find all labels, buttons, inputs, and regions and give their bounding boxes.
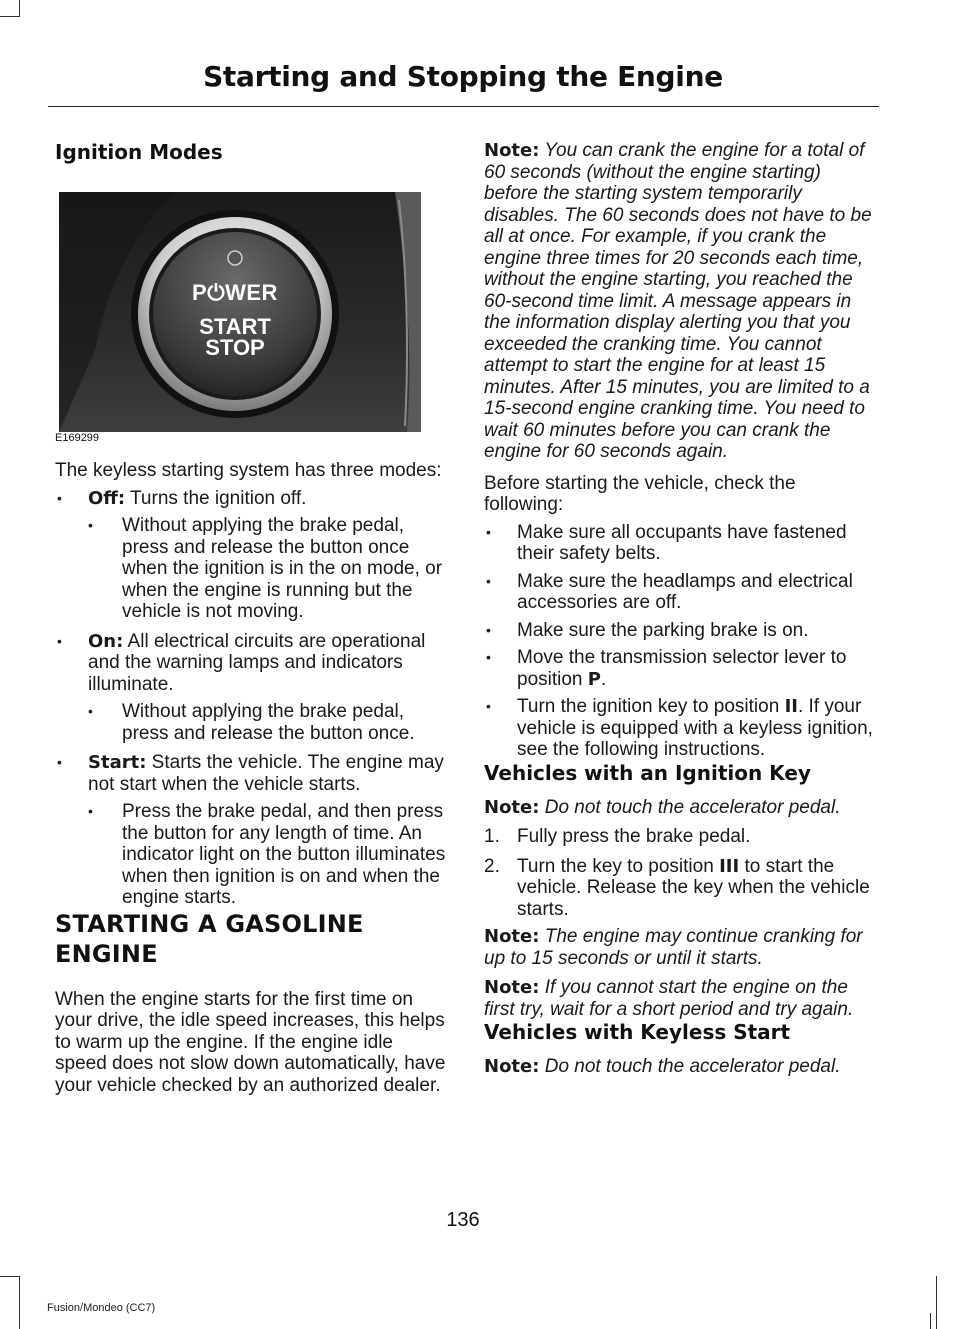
note-label: Note: [484, 926, 540, 947]
crop-mark [0, 1276, 20, 1277]
note-label: Note: [484, 1056, 540, 1077]
note-label: Note: [484, 140, 540, 161]
step-text: to start the vehicle. Release the key when the vehicle starts. [517, 855, 870, 920]
list-item [55, 752, 447, 795]
mode-text: All electrical circuits are operational and the warning lamps and indicators illuminate. [88, 630, 426, 695]
item-text: Move the transmission selector lever to position [517, 647, 847, 690]
title-divider [48, 106, 879, 107]
list-item [55, 488, 447, 510]
mode-label: Off: [88, 487, 126, 509]
note-label: Note: [484, 796, 540, 818]
crop-mark [19, 0, 20, 16]
figure-code: E169299 [55, 432, 100, 444]
list-item [55, 701, 447, 744]
check-intro: Before starting the vehicle, check the following: [484, 472, 796, 515]
item-text: . If your vehicle is equipped with a keyless ignition, see the following instructions. [517, 696, 873, 760]
mode-text: Starts the vehicle. The engine may not start when the vehicle starts. [88, 752, 444, 795]
position-label: II [784, 696, 798, 717]
page-number: 136 [446, 1209, 480, 1231]
list-item: • Make sure all occupants have fastened their safety belts. [484, 522, 876, 565]
list-item [484, 826, 876, 848]
position-label: III [719, 855, 740, 877]
key-note-3 [484, 977, 876, 1020]
note-text: Do not touch the accelerator pedal. [539, 1056, 841, 1077]
crank-note [484, 140, 876, 463]
gasoline-paragraph: When the engine starts for the first time on your drive, the idle speed increases, this helps to warm up the engine. If the engine idle speed does not slow down automatically, have your vehicle checked by an authorized dealer. [55, 988, 446, 1096]
step-text: Fully press the brake pedal. [517, 826, 751, 847]
list-item: • Make sure the parking brake is on. [484, 620, 876, 642]
gasoline-engine-heading: STARTING A GASOLINE ENGINE [55, 909, 364, 968]
item-text: Turn the ignition key to position [517, 696, 785, 717]
mode-subtext: Press the brake pedal, and then press the button for any length of time. An indicator light on the button illuminates when then ignition is on and when the engine starts. [122, 801, 446, 908]
mode-text: Turns the ignition off. [125, 487, 307, 509]
keyless-note [484, 1056, 876, 1078]
mode-subtext: Without applying the brake pedal, press and release the button once. [122, 701, 415, 744]
note-text: Do not touch the accelerator pedal. [539, 796, 841, 818]
key-note-2 [484, 926, 876, 969]
note-label: Note: [484, 977, 540, 998]
stop-label: STOP [205, 335, 265, 360]
crop-mark [936, 1276, 937, 1329]
key-note-1 [484, 797, 876, 819]
list-item [55, 515, 447, 623]
step-list [484, 826, 876, 920]
step-number: 2. [484, 855, 500, 877]
list-item [55, 631, 447, 696]
footer-model: Fusion/Mondeo (CC7) [47, 1302, 156, 1314]
right-column [484, 140, 876, 1078]
power-button-figure [55, 190, 425, 444]
note-text: If you cannot start the engine on the first try, wait for a short period and try again. [484, 977, 854, 1020]
note-text: The engine may continue cranking for up to 15 seconds or until it starts. [484, 926, 863, 969]
crop-mark [930, 1313, 931, 1329]
modes-intro: The keyless starting system has three modes: [55, 460, 442, 481]
position-label: P [587, 668, 601, 690]
crop-mark [0, 16, 20, 17]
ignition-modes-heading: Ignition Modes [55, 140, 223, 164]
mode-subtext: Without applying the brake pedal, press and release the button once when the ignition is in the on mode, or when the engine is running but the vehicle is not moving. [122, 515, 443, 622]
ignition-key-heading: Vehicles with an Ignition Key [484, 760, 811, 785]
list-item [484, 856, 876, 921]
check-list [484, 522, 876, 761]
step-number: 1. [484, 826, 500, 847]
list-item: • Make sure the headlamps and electrical accessories are off. [484, 571, 876, 614]
mode-label: On: [88, 630, 124, 652]
crop-mark [19, 1276, 20, 1329]
page-title: Starting and Stopping the Engine [203, 60, 723, 93]
list-item [55, 801, 447, 909]
step-text: Turn the key to position [517, 855, 720, 877]
ignition-mode-list [55, 488, 447, 909]
left-column [55, 140, 447, 1096]
list-item [484, 647, 876, 690]
mode-label: Start: [88, 752, 147, 773]
power-label: P⏻WER [192, 280, 278, 305]
note-text: You can crank the engine for a total of 60 seconds (without the engine starting) before the starting system temporarily disables. The 60 seconds does not have to be all at once. For example, if you crank the engine three times for 20 seconds each time, without the engine starting, you reached the 60-second time limit. A message appears in the information display alerting you that you exceeded the cranking time. You cannot attempt to start the engine for at least 15 minutes. After 15 minutes, you are limited to a 15-second engine cranking time. You need to wait 60 minutes before you can crank the engine for 60 seconds again. [484, 140, 872, 462]
keyless-start-heading: Vehicles with Keyless Start [484, 1020, 791, 1044]
list-item [484, 696, 876, 761]
item-text: . [600, 668, 607, 690]
start-label: START [199, 314, 271, 339]
